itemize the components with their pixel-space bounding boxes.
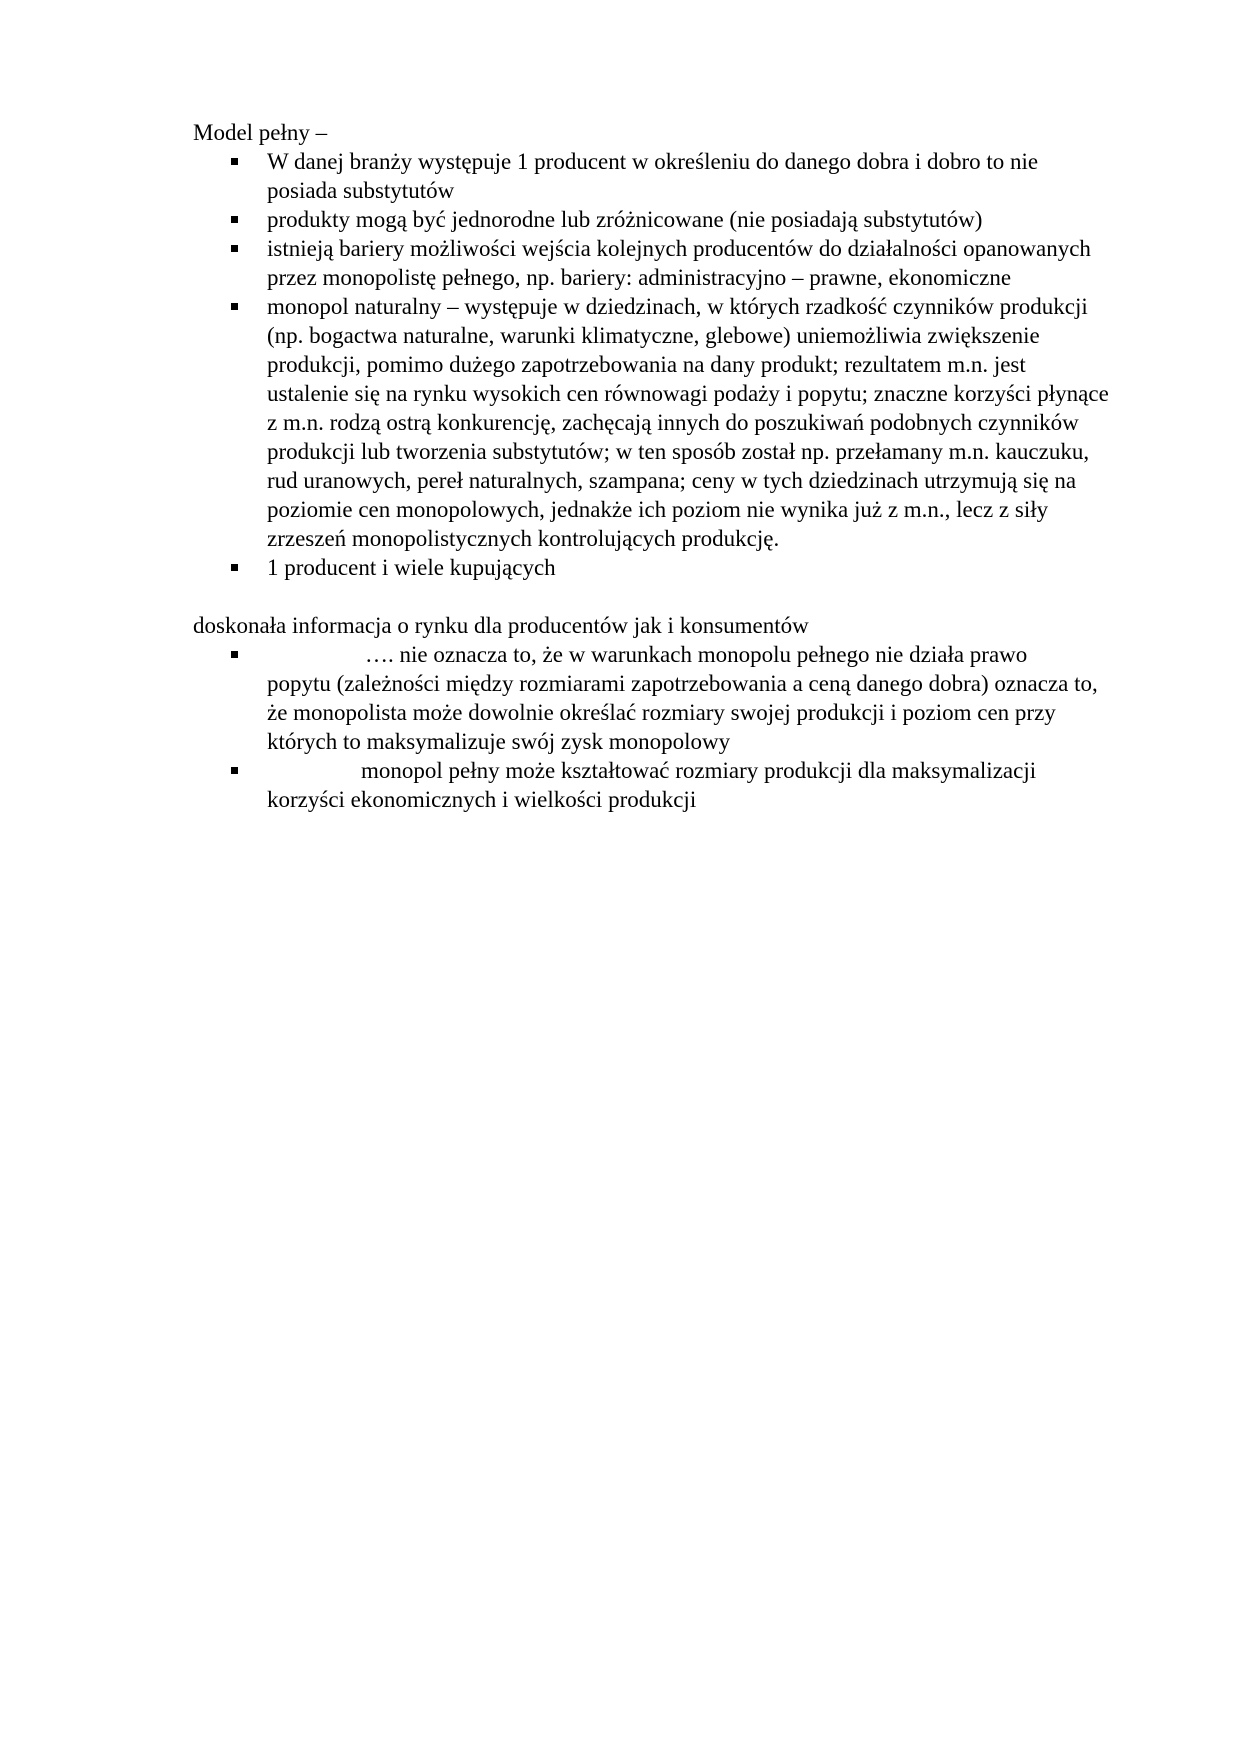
square-bullet-icon bbox=[231, 767, 238, 774]
paragraph-information: doskonała informacja o rynku dla producentów jak i konsumentów bbox=[193, 613, 809, 638]
list-item bbox=[267, 147, 1113, 205]
paragraph-spacer bbox=[193, 582, 1113, 611]
list-item-continuation: korzyści ekonomicznych i wielkości produkcji bbox=[267, 787, 697, 812]
list-item-text: monopol naturalny – występuje w dziedzinach, w których rzadkość czynników produkcji (np. bogactwa naturalne, warunki klimatyczne, glebowe) uniemożliwia zwiększenie produkcji, pomimo dużego zapotrzebowania na dany produkt; rezultatem m.n. jest ustalenie się na rynku wysokich cen równowagi podaży i popytu; znaczne korzyści płynące z m.n. rodzą ostrą konkurencję, zachęcają innych do poszukiwań podobnych czynników produkcji lub tworzenia substytutów; w ten sposób został np. przełamany m.n. kauczuku, rud uranowych, pereł naturalnych, szampana; ceny w tych dziedzinach utrzymują się na poziomie cen monopolowych, jednakże ich poziom nie wynika już z m.n., lecz z siły zrzeszeń monopolistycznych kontrolujących produkcję. bbox=[267, 294, 1109, 551]
square-bullet-icon bbox=[231, 216, 238, 223]
square-bullet-icon bbox=[231, 651, 238, 658]
list-item bbox=[267, 640, 1113, 756]
list-item bbox=[267, 205, 1113, 234]
square-bullet-icon bbox=[231, 303, 238, 310]
square-bullet-icon bbox=[231, 245, 238, 252]
list-item-text: istnieją bariery możliwości wejścia kolejnych producentów do działalności opanowanych przez monopolistę pełnego, np. bariery: administracyjno – prawne, ekonomiczne bbox=[267, 236, 1091, 290]
list-item-first-line: monopol pełny może kształtować rozmiary produkcji dla maksymalizacji bbox=[361, 758, 1037, 783]
list-item bbox=[267, 234, 1113, 292]
section-heading: Model pełny – bbox=[193, 120, 328, 145]
document-page bbox=[193, 118, 1113, 814]
list-item bbox=[267, 292, 1113, 553]
square-bullet-icon bbox=[231, 564, 238, 571]
bullet-list-information bbox=[193, 640, 1113, 814]
list-item-text: produkty mogą być jednorodne lub zróżnicowane (nie posiadają substytutów) bbox=[267, 207, 983, 232]
square-bullet-icon bbox=[231, 158, 238, 165]
list-item bbox=[267, 756, 1113, 814]
list-item-text: W danej branży występuje 1 producent w określeniu do danego dobra i dobro to nie posiada substytutów bbox=[267, 149, 1039, 203]
list-item-text: 1 producent i wiele kupujących bbox=[267, 555, 556, 580]
list-item-first-line: …. nie oznacza to, że w warunkach monopolu pełnego nie działa prawo bbox=[365, 642, 1028, 667]
bullet-list-model bbox=[193, 147, 1113, 582]
list-item-continuation: popytu (zależności między rozmiarami zapotrzebowania a ceną danego dobra) oznacza to, że monopolista może dowolnie określać rozmiary swojej produkcji i poziom cen przy których to maksymalizuje swój zysk monopolowy bbox=[267, 671, 1098, 754]
list-item bbox=[267, 553, 1113, 582]
